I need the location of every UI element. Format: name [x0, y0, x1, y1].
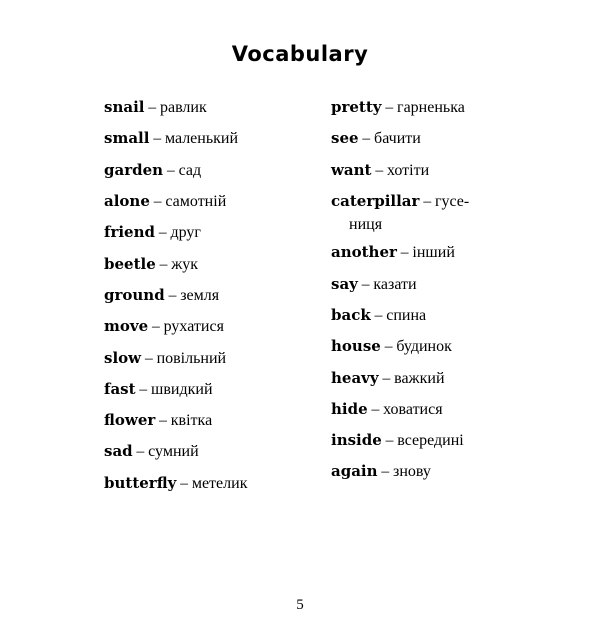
entry-gloss: друг: [170, 224, 201, 242]
entry-gloss: равлик: [159, 99, 207, 116]
entry-term: alone: [104, 191, 150, 210]
vocabulary-entry: [331, 460, 496, 484]
entry-separator: –: [180, 474, 188, 492]
entry-term: back: [331, 305, 371, 324]
entry-term: beetle: [104, 254, 156, 273]
entry-term: sad: [104, 442, 133, 461]
vocabulary-entry: [331, 367, 496, 391]
entry-separator: –: [153, 130, 162, 148]
entry-gloss: сумний: [148, 443, 199, 461]
vocabulary-column-left: [104, 96, 269, 503]
entry-separator: –: [144, 349, 153, 367]
entry-separator: –: [400, 244, 409, 262]
vocabulary-entry: [331, 429, 496, 453]
vocabulary-column-right: [331, 96, 496, 503]
entry-gloss: сад: [178, 161, 202, 179]
vocabulary-entry: [104, 127, 269, 151]
entry-gloss: хотіти: [386, 161, 430, 179]
vocabulary-entry: [331, 159, 496, 183]
entry-gloss: квітка: [170, 412, 213, 430]
entry-term: again: [331, 462, 378, 481]
entry-term: caterpillar: [331, 191, 420, 210]
vocabulary-entry: [331, 304, 496, 328]
entry-separator: –: [384, 338, 393, 356]
entry-separator: –: [375, 161, 384, 179]
entry-separator: –: [381, 463, 390, 481]
entry-term: hide: [331, 399, 368, 418]
entry-term: flower: [104, 411, 156, 430]
entry-gloss: спина: [386, 306, 427, 324]
entry-gloss: важкий: [394, 369, 445, 387]
vocabulary-entry: [331, 190, 496, 214]
entry-term: inside: [331, 431, 382, 450]
vocabulary-entry: [104, 253, 269, 277]
entry-gloss: повільний: [156, 349, 227, 367]
entry-term: want: [331, 160, 372, 179]
entry-gloss: знову: [393, 463, 431, 481]
entry-gloss: всередині: [397, 432, 464, 450]
entry-separator: –: [362, 130, 371, 148]
vocabulary-entry: [104, 315, 269, 339]
entry-gloss: швидкий: [151, 380, 213, 398]
entry-gloss: будинок: [396, 338, 452, 356]
vocabulary-entry: [331, 335, 496, 359]
entry-separator: –: [371, 400, 380, 418]
entry-term: heavy: [331, 368, 379, 387]
entry-term: move: [104, 317, 149, 336]
vocabulary-entry: [104, 190, 269, 214]
entry-gloss: маленький: [164, 130, 239, 148]
entry-gloss-continuation: ниця: [349, 216, 383, 234]
vocabulary-entry: [331, 96, 496, 120]
entry-gloss: гусе-: [434, 192, 470, 210]
vocabulary-entry: [104, 347, 269, 371]
entry-separator: –: [361, 275, 370, 293]
entry-gloss: бачити: [374, 130, 421, 148]
entry-gloss: жук: [171, 255, 199, 273]
page-number: 5: [296, 597, 304, 613]
entry-separator: –: [136, 443, 145, 461]
entry-term: house: [331, 337, 381, 356]
entry-term: ground: [104, 285, 165, 304]
entry-term: friend: [104, 223, 155, 242]
entry-term: snail: [104, 98, 145, 116]
vocabulary-entry: [104, 440, 269, 464]
entry-term: another: [331, 243, 397, 262]
entry-separator: –: [385, 99, 394, 116]
vocabulary-columns: [0, 96, 600, 503]
entry-separator: –: [166, 161, 175, 179]
entry-term: small: [104, 129, 150, 148]
page-title: Vocabulary: [231, 42, 369, 66]
vocabulary-entry: [104, 409, 269, 433]
entry-separator: –: [139, 380, 148, 398]
entry-term: pretty: [331, 98, 382, 116]
entry-term: slow: [104, 348, 142, 367]
entry-gloss: рухатися: [163, 318, 224, 336]
vocabulary-entry: [331, 398, 496, 422]
entry-separator: –: [153, 192, 162, 210]
entry-separator: –: [152, 318, 160, 336]
vocabulary-entry: [104, 472, 269, 496]
entry-separator: –: [158, 224, 167, 242]
vocabulary-entry: [104, 378, 269, 402]
entry-separator: –: [382, 369, 391, 387]
vocabulary-entry: [331, 127, 496, 151]
vocabulary-entry: [104, 96, 269, 120]
entry-separator: –: [423, 192, 432, 210]
vocabulary-entry: [331, 273, 496, 297]
entry-separator: –: [374, 306, 383, 324]
entry-gloss: метелик: [191, 474, 248, 492]
vocabulary-entry: [104, 159, 269, 183]
entry-gloss: самотній: [165, 192, 227, 210]
entry-gloss: гарненька: [397, 99, 465, 116]
entry-gloss: інший: [412, 244, 455, 262]
entry-gloss: ховатися: [383, 400, 443, 418]
vocabulary-entry: [331, 241, 496, 265]
vocabulary-entry: [104, 284, 269, 308]
vocabulary-page: [0, 42, 600, 642]
entry-term: say: [331, 274, 358, 293]
entry-separator: –: [159, 412, 167, 430]
entry-separator: –: [168, 286, 177, 304]
entry-separator: –: [159, 255, 168, 273]
entry-term: fast: [104, 379, 136, 398]
entry-separator: –: [148, 99, 157, 116]
entry-term: see: [331, 129, 359, 148]
entry-gloss: казати: [373, 275, 417, 293]
entry-separator: –: [385, 432, 394, 450]
entry-term: butterfly: [104, 473, 177, 492]
entry-gloss: земля: [180, 286, 220, 304]
vocabulary-entry: [104, 221, 269, 245]
entry-term: garden: [104, 160, 164, 179]
